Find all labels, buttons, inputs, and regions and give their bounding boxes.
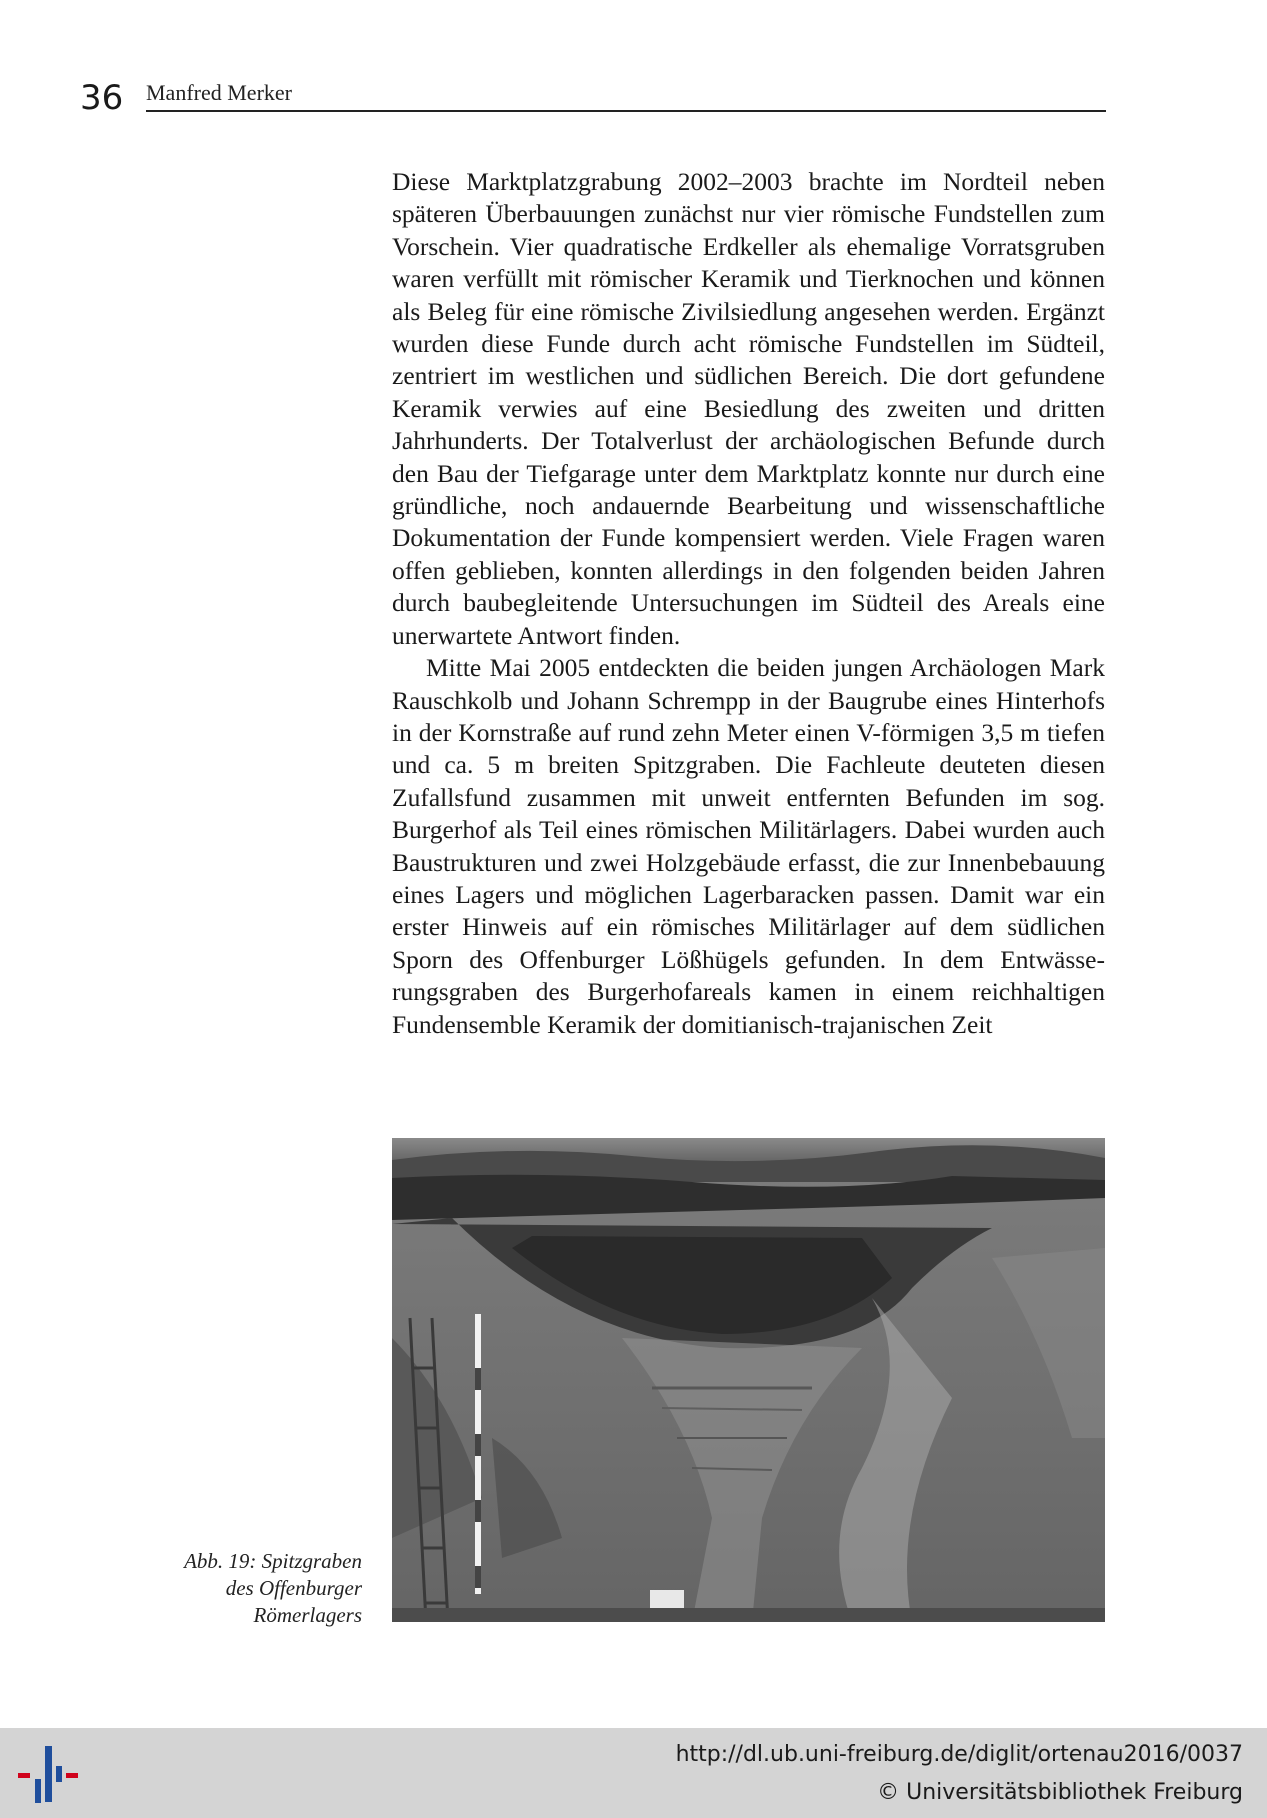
paragraph-2: Mitte Mai 2005 entdeckten die beiden jungen Archäologen Mark Rauschkolb und Johann Schrempp in der Baugrube eines Hinterhofs in der Kornstraße auf rund zehn Meter einen V-förmigen 3,5 m tiefen und ca. 5 m breiten Spitzgraben. Die Fachleute deuteten diesen Zufallsfund zusammen mit unweit entfernten Befunden im sog. Burgerhof als Teil eines römischen Militärlagers. Dabei wurden auch Baustrukturen und zwei Holzgebäude erfasst, die zur Innenbebauung eines Lagers und möglichen Lagerbaracken passen. Damit war ein erster Hinweis auf ein römisches Militärlager auf dem südlichen Sporn des Offenburger Lößhügels gefunden. In dem Entwässerungsgraben des Burgerhofareals kamen in einem reichhaltigen Fundensemble Keramik der domitianisch-trajanischen Zeit [392,653,1105,1039]
caption-line-1: Abb. 19: Spitzgraben [184,1549,362,1573]
footer-url-link[interactable]: http://dl.ub.uni-freiburg.de/diglit/ortenau2016/0037 [675,1742,1243,1767]
page-number: 36 [80,78,124,118]
excavation-photo [392,1138,1105,1622]
paragraph-1: Diese Marktplatzgrabung 2002–2003 brachte im Nordteil neben späteren Überbauungen zunächst nur vier römische Fundstellen zum Vorschein. Vier quadratische Erdkeller als ehemalige Vorratsgruben waren verfüllt mit römischer Keramik und Tierknochen und können als Beleg für eine römische Zivilsiedlung angesehen werden. Ergänzt wurden diese Funde durch acht römische Fundstellen im Südteil, zentriert im westlichen und südlichen Bereich. Die dort gefundene Keramik verwies auf eine Besiedlung des zweiten und dritten Jahrhunderts. Der Totalverlust der archäologischen Befunde durch den Bau der Tiefgarage unter dem Marktplatz konnte nur durch eine gründliche, noch andauernde Bearbeitung und wissenschaftliche Dokumentation der Funde kompensiert werden. Viele Fragen waren offen geblieben, konnten allerdings in den folgenden beiden Jahren durch baubegleitende Untersuchungen im Südteil des Areals eine unerwartete Antwort finden. [392,167,1105,650]
figure-caption [120,1548,362,1629]
body-text [392,166,1105,1041]
footer-bar [0,1728,1267,1818]
library-logo-icon [16,1742,80,1806]
caption-line-2: des Offenburger [225,1576,362,1600]
running-head-author: Manfred Merker [146,80,292,105]
header-rule [146,110,1106,112]
footer-copyright: © Universitätsbibliothek Freiburg [877,1780,1243,1805]
caption-line-3: Römerlagers [253,1603,362,1627]
